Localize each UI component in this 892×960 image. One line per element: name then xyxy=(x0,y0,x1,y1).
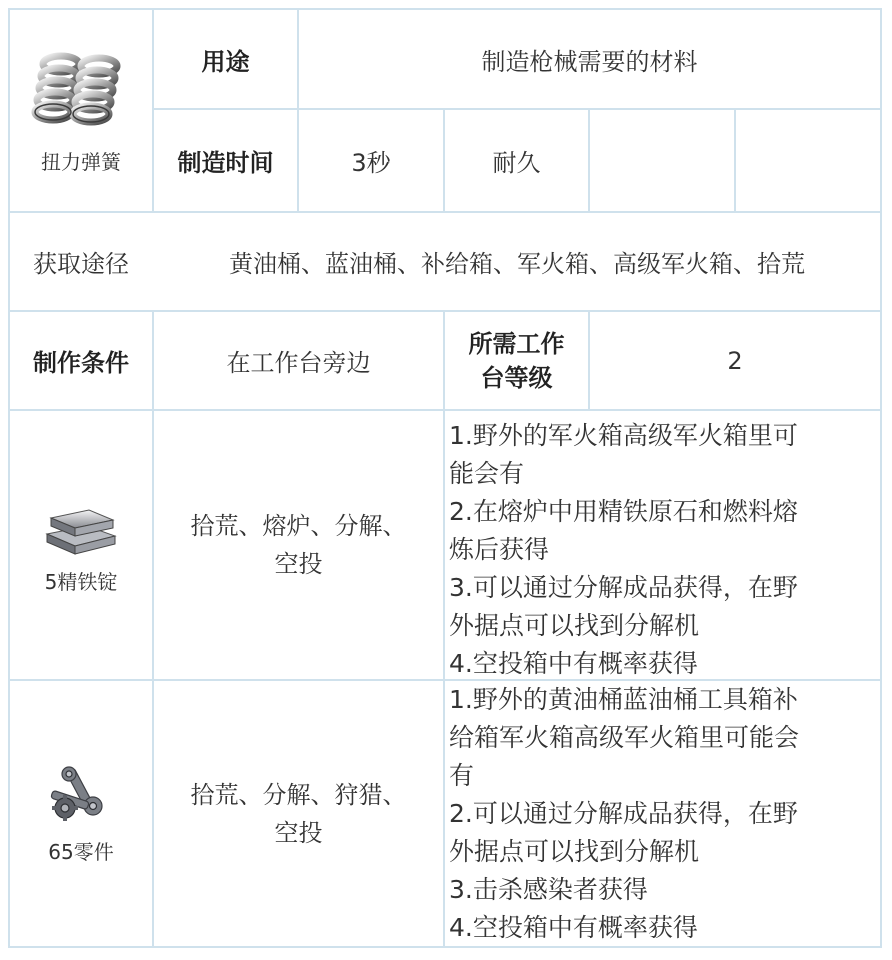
material-name: 65零件 xyxy=(48,840,114,864)
detail-line: 3.击杀感染者获得 xyxy=(449,875,648,904)
detail-line: 外据点可以找到分解机 xyxy=(449,837,700,866)
detail-line: 1.野外的军火箱高级军火箱里可 xyxy=(449,421,798,450)
material-details xyxy=(445,681,880,946)
detail-line: 4.空投箱中有概率获得 xyxy=(449,913,698,942)
material-sources-line1: 拾荒、熔炉、分解、 xyxy=(190,512,407,540)
detail-line: 2.可以通过分解成品获得，在野 xyxy=(449,799,798,828)
obtain-value: 黄油桶、蓝油桶、补给箱、军火箱、高级军火箱、拾荒 xyxy=(229,250,805,278)
detail-line: 外据点可以找到分解机 xyxy=(449,611,700,640)
detail-line: 2.在熔炉中用精铁原石和燃料熔 xyxy=(449,497,798,526)
material-sources xyxy=(154,681,443,946)
detail-line: 4.空投箱中有概率获得 xyxy=(449,649,698,678)
durability-label: 耐久 xyxy=(492,149,541,177)
material-sources xyxy=(154,411,443,679)
craft-time-value: 3秒 xyxy=(351,149,391,177)
detail-line: 3.可以通过分解成品获得，在野 xyxy=(449,573,798,602)
material-sources-line2: 空投 xyxy=(274,818,323,847)
detail-line: 炼后获得 xyxy=(449,535,550,564)
detail-line: 能会有 xyxy=(449,459,525,488)
craft-time-label: 制造时间 xyxy=(177,149,274,177)
obtain-label: 获取途径 xyxy=(33,250,129,278)
item-cell xyxy=(10,10,152,211)
durability-value xyxy=(590,110,734,211)
material-cell xyxy=(10,681,152,946)
parts-icon xyxy=(45,762,117,828)
iron-ingot-icon xyxy=(41,496,121,558)
material-details xyxy=(445,411,880,679)
workbench-level-value: 2 xyxy=(727,346,743,375)
use-label: 用途 xyxy=(201,47,250,76)
empty-cell xyxy=(736,110,880,211)
table-border-right xyxy=(880,8,882,948)
detail-line: 1.野外的黄油桶蓝油桶工具箱补 xyxy=(449,685,798,714)
detail-line: 给箱军火箱高级军火箱里可能会 xyxy=(449,723,800,752)
material-cell xyxy=(10,411,152,679)
detail-line: 有 xyxy=(449,761,475,790)
table-border-bottom xyxy=(8,946,882,948)
spring-icon xyxy=(25,46,137,138)
workbench-level-label-line2: 台等级 xyxy=(480,363,553,392)
item-name: 扭力弹簧 xyxy=(41,150,121,174)
material-sources-line2: 空投 xyxy=(274,550,323,578)
craft-condition-value: 在工作台旁边 xyxy=(226,349,371,377)
use-value: 制造枪械需要的材料 xyxy=(481,47,698,76)
workbench-level-label xyxy=(445,312,588,409)
workbench-level-label-line1: 所需工作 xyxy=(468,329,565,358)
material-name: 5精铁锭 xyxy=(44,569,118,594)
craft-condition-label: 制作条件 xyxy=(33,349,129,377)
item-info-table xyxy=(8,8,882,948)
material-sources-line1: 拾荒、分解、狩猎、 xyxy=(190,780,407,809)
